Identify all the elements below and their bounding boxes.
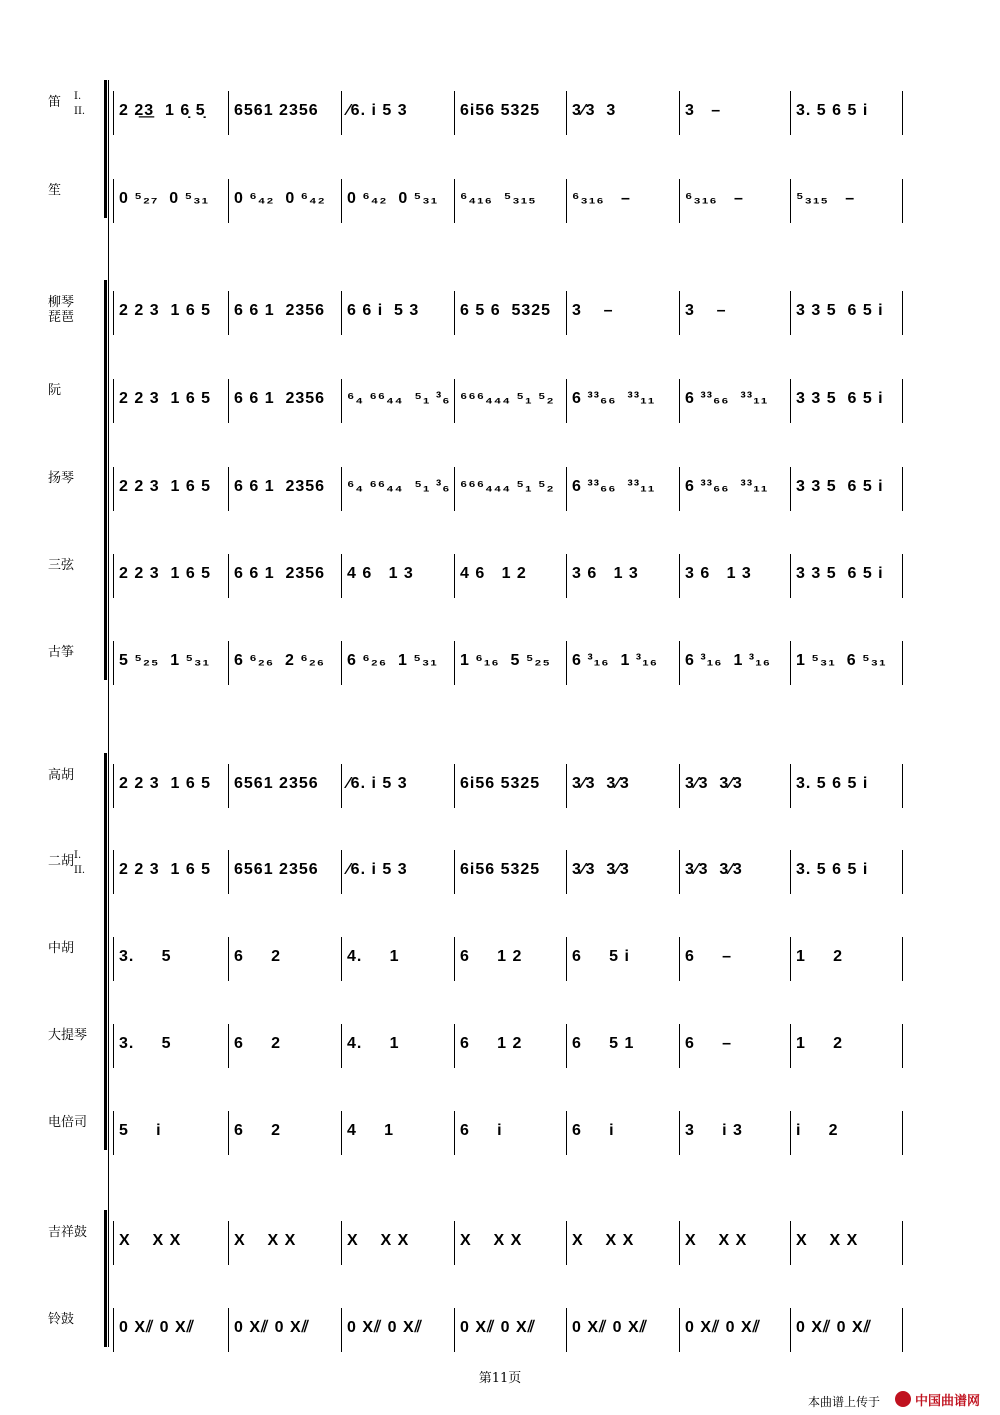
- measure: 6 1 2: [460, 1035, 523, 1052]
- barline: [113, 1221, 114, 1265]
- measure: ⁶⁶⁶₄₄₄ ⁵₁ ⁵₂: [460, 478, 555, 495]
- instrument-label: 三弦: [48, 558, 75, 573]
- instrument-name: [48, 1115, 108, 1130]
- measure: ⁶₃₁₆ –: [572, 190, 631, 207]
- instrument-name: [48, 383, 108, 398]
- instrument-label: 高胡: [48, 768, 75, 783]
- barline: [902, 641, 903, 685]
- instrument-label: 笛: [48, 95, 62, 110]
- measure: 6 5 6 5325: [460, 302, 552, 319]
- measure: 6 ³³₆₆ ³³₁₁: [685, 478, 769, 495]
- instrument-label: 铃鼓: [48, 1312, 75, 1327]
- instrument-label: 柳琴 琵琶: [48, 295, 75, 325]
- barline: [341, 291, 342, 335]
- barline: [341, 179, 342, 223]
- instrument-name: [48, 768, 108, 783]
- barline: [902, 91, 903, 135]
- staff-liuqin: [0, 283, 1000, 343]
- barline: [790, 379, 791, 423]
- barline: [902, 554, 903, 598]
- measure: 2 2 3 1 6 5: [119, 565, 212, 582]
- instrument-name: [48, 558, 108, 573]
- barline: [902, 179, 903, 223]
- barline: [228, 291, 229, 335]
- barline: [679, 1308, 680, 1352]
- measure: 4. 1: [347, 948, 400, 965]
- measure: 3⁄3 3⁄3: [572, 861, 630, 878]
- staff-yangqin: [0, 459, 1000, 519]
- measure: X X X: [234, 1232, 297, 1249]
- barline: [113, 554, 114, 598]
- staff-datiqin: [0, 1016, 1000, 1076]
- barline: [566, 850, 567, 894]
- barline: [566, 467, 567, 511]
- barline: [679, 937, 680, 981]
- measure: 4 6 1 2: [460, 565, 527, 582]
- barline: [341, 91, 342, 135]
- measure: 6i56 5325: [460, 861, 541, 878]
- barline: [228, 1024, 229, 1068]
- measure: i 2: [796, 1122, 839, 1139]
- measure: 3. 5 6 5 i: [796, 775, 869, 792]
- measure: 0 X⫽ 0 X⫽: [234, 1319, 310, 1336]
- instrument-label: 电倍司: [48, 1115, 88, 1130]
- barline: [228, 1308, 229, 1352]
- measure: 6 5 i: [572, 948, 630, 965]
- barline: [790, 1111, 791, 1155]
- instrument-part-numbers: I. II.: [74, 91, 86, 117]
- measure: 3 –: [572, 302, 614, 319]
- barline: [113, 91, 114, 135]
- measure: ⁵₃₁₅ –: [796, 190, 856, 207]
- barline: [566, 91, 567, 135]
- measure: 6 ³₁₆ 1 ³₁₆: [572, 652, 658, 669]
- measure: 6 ⁶₂₆ 2 ⁶₂₆: [234, 652, 326, 669]
- barline: [228, 937, 229, 981]
- measure: 3 –: [685, 102, 722, 119]
- measure: ⁄6. i 5 3: [347, 102, 408, 119]
- measure: 3 3 5 6 5 i: [796, 565, 884, 582]
- measure: ⁄6. i 5 3: [347, 775, 408, 792]
- measure: 6 6 1 2356: [234, 565, 326, 582]
- instrument-label: 扬琴: [48, 471, 75, 486]
- instrument-label: 阮: [48, 383, 62, 398]
- measure: 3⁄3 3⁄3: [572, 775, 630, 792]
- barline: [454, 1221, 455, 1265]
- barline: [679, 764, 680, 808]
- barline: [341, 850, 342, 894]
- measure: 3 6 1 3: [572, 565, 639, 582]
- measure: 3 i 3: [685, 1122, 743, 1139]
- measure: 4 1: [347, 1122, 395, 1139]
- measure: X X X: [796, 1232, 859, 1249]
- measure: 3 3 5 6 5 i: [796, 390, 884, 407]
- staff-di: [0, 83, 1000, 143]
- barline: [341, 1024, 342, 1068]
- barline: [790, 641, 791, 685]
- barline: [454, 1308, 455, 1352]
- measure: 6561 2356: [234, 102, 319, 119]
- measure: 0 X⫽ 0 X⫽: [572, 1319, 648, 1336]
- measure: 0 X⫽ 0 X⫽: [796, 1319, 872, 1336]
- measure: 1 2: [796, 948, 844, 965]
- instrument-label: 中胡: [48, 941, 75, 956]
- measure: 3. 5 6 5 i: [796, 102, 869, 119]
- staff-zhonghu: [0, 929, 1000, 989]
- barline: [113, 764, 114, 808]
- barline: [454, 554, 455, 598]
- barline: [566, 379, 567, 423]
- measure: ⁶₃₁₆ –: [685, 190, 744, 207]
- barline: [902, 1308, 903, 1352]
- barline: [566, 1111, 567, 1155]
- barline: [454, 764, 455, 808]
- instrument-name: [48, 1312, 108, 1327]
- barline: [790, 467, 791, 511]
- staff-sheng: [0, 171, 1000, 231]
- instrument-label: 古筝: [48, 645, 75, 660]
- barline: [790, 937, 791, 981]
- instrument-label: 大提琴: [48, 1028, 88, 1043]
- measure: 0 X⫽ 0 X⫽: [347, 1319, 423, 1336]
- barline: [679, 91, 680, 135]
- measure: X X X: [347, 1232, 410, 1249]
- measure: 5 i: [119, 1122, 162, 1139]
- barline: [454, 291, 455, 335]
- barline: [790, 179, 791, 223]
- measure: 3 3 5 6 5 i: [796, 302, 884, 319]
- instrument-name: [48, 850, 108, 876]
- staff-dianbeisi: [0, 1103, 1000, 1163]
- measure: ⁶₄₁₆ ⁵₃₁₅: [460, 190, 537, 207]
- measure: 0 X⫽ 0 X⫽: [685, 1319, 761, 1336]
- barline: [679, 1221, 680, 1265]
- measure: 6 ⁶₂₆ 1 ⁵₃₁: [347, 652, 438, 669]
- barline: [341, 554, 342, 598]
- barline: [113, 1024, 114, 1068]
- barline: [566, 1221, 567, 1265]
- barline: [566, 641, 567, 685]
- barline: [790, 91, 791, 135]
- measure: 3 –: [685, 302, 727, 319]
- barline: [341, 1221, 342, 1265]
- logo-text: 中国曲谱网: [915, 1394, 981, 1409]
- measure: 2 2 3 1 6 5: [119, 775, 212, 792]
- instrument-label: 吉祥鼓: [48, 1225, 88, 1240]
- barline: [341, 467, 342, 511]
- barline: [228, 467, 229, 511]
- barline: [454, 179, 455, 223]
- barline: [566, 1024, 567, 1068]
- instrument-name: [48, 295, 108, 325]
- barline: [902, 1221, 903, 1265]
- barline: [790, 291, 791, 335]
- barline: [113, 467, 114, 511]
- instrument-name: [48, 471, 108, 486]
- barline: [679, 554, 680, 598]
- measure: 3 3 5 6 5 i: [796, 478, 884, 495]
- measure: 3⁄3 3⁄3: [685, 775, 743, 792]
- barline: [790, 1221, 791, 1265]
- barline: [902, 467, 903, 511]
- barline: [902, 850, 903, 894]
- barline: [566, 764, 567, 808]
- measure: 4 6 1 3: [347, 565, 414, 582]
- barline: [902, 937, 903, 981]
- barline: [228, 641, 229, 685]
- measure: 6561 2356: [234, 775, 319, 792]
- barline: [454, 1024, 455, 1068]
- barline: [113, 937, 114, 981]
- staff-jixianggu: [0, 1213, 1000, 1273]
- measure: 6 ³³₆₆ ³³₁₁: [572, 478, 656, 495]
- site-logo: [893, 1388, 997, 1410]
- barline: [454, 467, 455, 511]
- barline: [454, 91, 455, 135]
- measure: 0 ⁵₂₇ 0 ⁵₃₁: [119, 190, 210, 207]
- logo-icon: [895, 1391, 911, 1407]
- measure: 2 2͟3 1 6̣ 5̣: [119, 102, 206, 119]
- staff-gaohu: [0, 756, 1000, 816]
- measure: 6 –: [685, 1035, 733, 1052]
- upload-note: 本曲谱上传于: [808, 1395, 881, 1409]
- barline: [228, 850, 229, 894]
- barline: [566, 179, 567, 223]
- measure: 6 2: [234, 1035, 282, 1052]
- barline: [228, 179, 229, 223]
- staff-linggu: [0, 1300, 1000, 1360]
- measure: X X X: [119, 1232, 182, 1249]
- barline: [679, 641, 680, 685]
- barline: [228, 379, 229, 423]
- measure: 6i56 5325: [460, 775, 541, 792]
- measure: 0 ⁶₄₂ 0 ⁶₄₂: [234, 190, 326, 207]
- barline: [113, 850, 114, 894]
- measure: 6 5 1: [572, 1035, 635, 1052]
- measure: 6 2: [234, 1122, 282, 1139]
- measure: X X X: [460, 1232, 523, 1249]
- barline: [679, 379, 680, 423]
- barline: [454, 850, 455, 894]
- measure: 4. 1: [347, 1035, 400, 1052]
- instrument-name: [48, 941, 108, 956]
- barline: [679, 179, 680, 223]
- measure: 0 X⫽ 0 X⫽: [460, 1319, 536, 1336]
- measure: 2 2 3 1 6 5: [119, 478, 212, 495]
- measure: 3. 5 6 5 i: [796, 861, 869, 878]
- measure: 6 ³³₆₆ ³³₁₁: [572, 390, 656, 407]
- instrument-part-numbers: I. II.: [74, 850, 86, 876]
- barline: [113, 179, 114, 223]
- barline: [228, 91, 229, 135]
- measure: 3. 5: [119, 1035, 172, 1052]
- instrument-label: 笙: [48, 183, 62, 198]
- barline: [902, 764, 903, 808]
- measure: ⁶₄ ⁶⁶₄₄ ⁵₁ ³₆: [347, 478, 451, 495]
- barline: [790, 850, 791, 894]
- barline: [341, 1308, 342, 1352]
- measure: 6 –: [685, 948, 733, 965]
- staff-sanxian: [0, 546, 1000, 606]
- measure: 3⁄3 3⁄3: [685, 861, 743, 878]
- barline: [566, 1308, 567, 1352]
- measure: 6561 2356: [234, 861, 319, 878]
- barline: [566, 291, 567, 335]
- barline: [341, 1111, 342, 1155]
- measure: 1 ⁵₃₁ 6 ⁵₃₁: [796, 652, 887, 669]
- barline: [566, 554, 567, 598]
- measure: 6 ³₁₆ 1 ³₁₆: [685, 652, 771, 669]
- barline: [902, 1111, 903, 1155]
- measure: ⁄6. i 5 3: [347, 861, 408, 878]
- measure: 6i56 5325: [460, 102, 541, 119]
- barline: [790, 554, 791, 598]
- measure: 1 2: [796, 1035, 844, 1052]
- barline: [228, 554, 229, 598]
- barline: [113, 1308, 114, 1352]
- measure: 6 i: [572, 1122, 615, 1139]
- barline: [228, 764, 229, 808]
- barline: [341, 641, 342, 685]
- barline: [113, 291, 114, 335]
- barline: [454, 937, 455, 981]
- instrument-name: [48, 645, 108, 660]
- instrument-label: 二胡: [48, 854, 75, 869]
- barline: [228, 1221, 229, 1265]
- measure: 5 ⁵₂₅ 1 ⁵₃₁: [119, 652, 211, 669]
- measure: 0 ⁶₄₂ 0 ⁵₃₁: [347, 190, 439, 207]
- barline: [790, 1024, 791, 1068]
- measure: 6 1 2: [460, 948, 523, 965]
- barline: [902, 1024, 903, 1068]
- measure: 6 6 1 2356: [234, 302, 326, 319]
- measure: 2 2 3 1 6 5: [119, 390, 212, 407]
- barline: [679, 850, 680, 894]
- barline: [454, 379, 455, 423]
- measure: 6 6 1 2356: [234, 390, 326, 407]
- staff-erhu: [0, 842, 1000, 902]
- barline: [679, 1111, 680, 1155]
- barline: [228, 1111, 229, 1155]
- page-number: 第11页: [478, 1371, 522, 1386]
- barline: [341, 764, 342, 808]
- measure: 2 2 3 1 6 5: [119, 302, 212, 319]
- instrument-name: [48, 91, 108, 117]
- barline: [454, 641, 455, 685]
- measure: 6 ³³₆₆ ³³₁₁: [685, 390, 769, 407]
- instrument-name: [48, 1225, 108, 1240]
- measure: ⁶₄ ⁶⁶₄₄ ⁵₁ ³₆: [347, 390, 451, 407]
- barline: [679, 467, 680, 511]
- barline: [113, 1111, 114, 1155]
- measure: 0 X⫽ 0 X⫽: [119, 1319, 195, 1336]
- instrument-name: [48, 1028, 108, 1043]
- barline: [790, 764, 791, 808]
- measure: X X X: [572, 1232, 635, 1249]
- staff-guzheng: [0, 633, 1000, 693]
- measure: X X X: [685, 1232, 748, 1249]
- measure: ⁶⁶⁶₄₄₄ ⁵₁ ⁵₂: [460, 390, 555, 407]
- barline: [454, 1111, 455, 1155]
- barline: [790, 1308, 791, 1352]
- barline: [566, 937, 567, 981]
- measure: 6 6 1 2356: [234, 478, 326, 495]
- measure: 6 i: [460, 1122, 503, 1139]
- measure: 3 6 1 3: [685, 565, 752, 582]
- barline: [113, 379, 114, 423]
- measure: 6 2: [234, 948, 282, 965]
- barline: [341, 937, 342, 981]
- barline: [902, 291, 903, 335]
- barline: [679, 1024, 680, 1068]
- barline: [341, 379, 342, 423]
- staff-ruan: [0, 371, 1000, 431]
- measure: 3. 5: [119, 948, 172, 965]
- barline: [679, 291, 680, 335]
- barline: [902, 379, 903, 423]
- measure: 3⁄3 3: [572, 102, 617, 119]
- measure: 2 2 3 1 6 5: [119, 861, 212, 878]
- measure: 1 ⁶₁₆ 5 ⁵₂₅: [460, 652, 551, 669]
- measure: 6 6 i 5 3: [347, 302, 420, 319]
- barline: [113, 641, 114, 685]
- instrument-name: [48, 183, 108, 198]
